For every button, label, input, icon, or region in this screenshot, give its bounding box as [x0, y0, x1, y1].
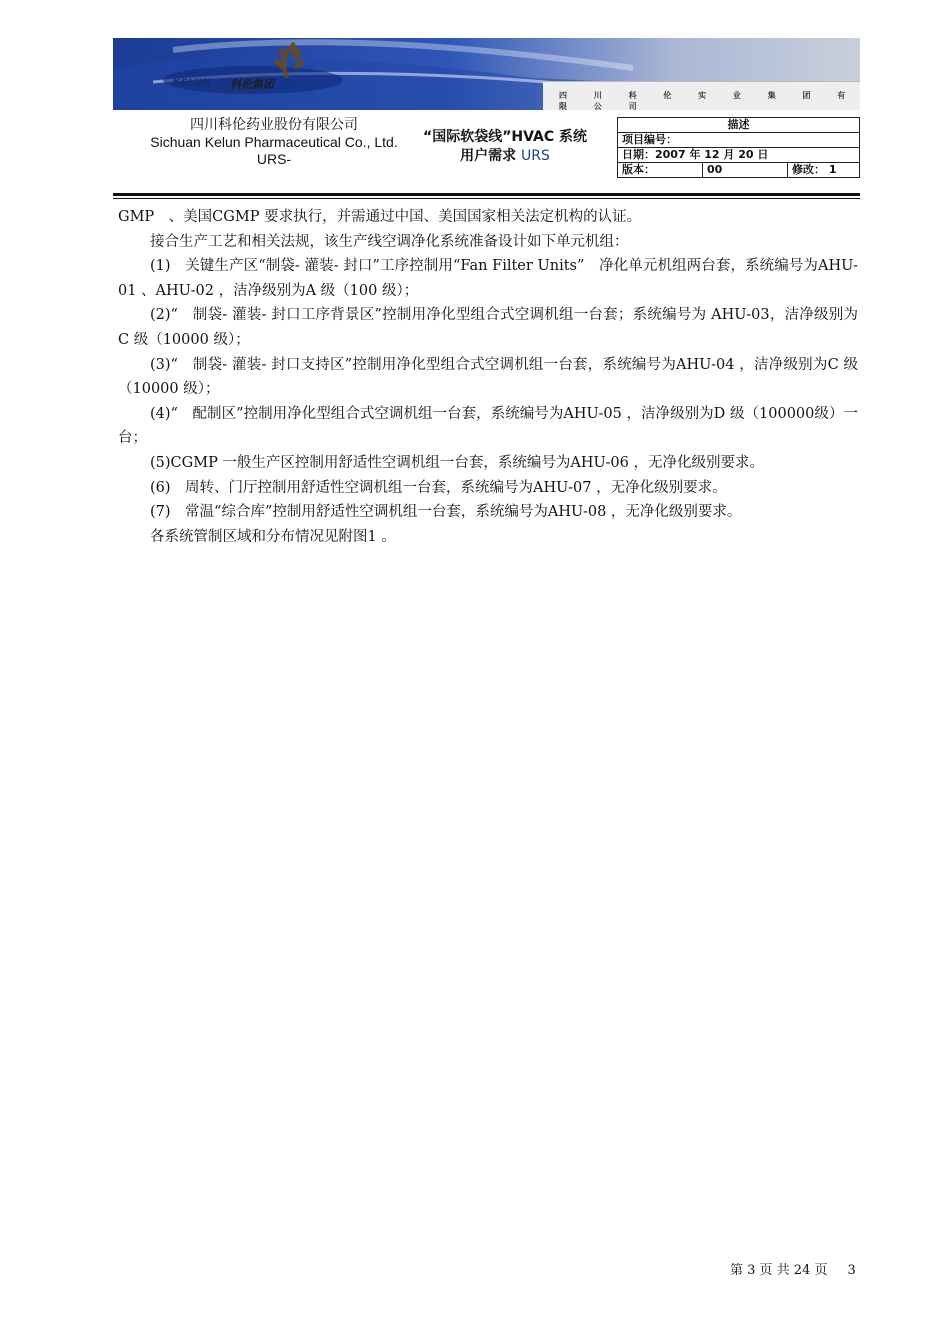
paragraph: (7) 常温“综合库”控制用舒适性空调机组一台套，系统编号为AHU-08 ，无净化级别要求。: [150, 504, 742, 521]
company-name-en: Sichuan Kelun Pharmaceutical Co., Ltd.: [150, 134, 398, 150]
company-name-cn: 四川科伦药业股份有限公司: [190, 117, 358, 133]
banner-strip: [543, 81, 860, 110]
document-body: [118, 205, 858, 549]
meta-describe: 描述: [618, 118, 860, 133]
title-line2-prefix: 用户需求: [460, 148, 517, 164]
meta-version-value: 00: [703, 163, 788, 178]
paragraph: (2)“ 制袋- 灌装- 封口工序背景区”控制用净化型组合式空调机组一台套；系统编号为 AHU-03，洁净级别为C 级（10000 级）；: [118, 307, 858, 348]
page-label: 第 3 页 共 24 页: [730, 1263, 828, 1278]
banner-strip-text: 四 川 科 伦 实 业 集 团 有 限 公 司: [559, 91, 858, 110]
logo-latin: KELUN: [173, 78, 212, 88]
header-rule-thick: [113, 193, 860, 196]
paragraph: (1) 关键生产区“制袋- 灌装- 封口”工序控制用“Fan Filter Units” 净化单元机组两台套，系统编号为AHU-01 、AHU-02 ，洁净级别为A 级（100 级）；: [118, 258, 858, 299]
meta-project-no: 项目编号：: [618, 133, 860, 148]
paragraph: (6) 周转、门厅控制用舒适性空调机组一台套，系统编号为AHU-07 ，无净化级别要求。: [150, 479, 727, 496]
company-block: [118, 117, 430, 168]
paragraph: (3)“ 制袋- 灌装- 封口支持区”控制用净化型组合式空调机组一台套，系统编号为AHU-04 ，洁净级别为C 级（10000 级）；: [118, 356, 858, 398]
meta-version-label: 版本：: [618, 163, 703, 178]
paragraph: 各系统管制区域和分布情况见附图1 。: [150, 528, 396, 545]
title-line2: [400, 147, 610, 166]
paragraph: (5)CGMP 一般生产区控制用舒适性空调机组一台套，系统编号为AHU-06 ，无净化级别要求。: [150, 454, 764, 471]
page-footer: [730, 1259, 856, 1278]
paragraph: (4)“ 配制区”控制用净化型组合式空调机组一台套，系统编号为AHU-05 ，洁净级别为D 级（100000级）一台；: [118, 405, 858, 447]
meta-revision: 修改： 1: [788, 163, 860, 178]
logo-chinese: 科伦集团: [230, 78, 274, 91]
meta-date: 日期：2007 年 12 月 20 日: [618, 148, 860, 163]
document-title: [400, 128, 610, 166]
title-line1: “国际软袋线”HVAC 系统: [423, 129, 587, 145]
paragraph: GMP 、美国CGMP 要求执行，并需通过中国、美国国家相关法定机构的认证。: [118, 209, 642, 225]
title-urs: URS: [521, 148, 550, 164]
page-number: 3: [847, 1263, 856, 1278]
header-banner: [113, 38, 860, 110]
paragraph: 接合生产工艺和相关法规，该生产线空调净化系统准备设计如下单元机组：: [150, 233, 629, 250]
meta-table: [617, 117, 860, 178]
header-rule-thin: [113, 198, 860, 199]
company-code: URS-: [256, 151, 292, 167]
logo-subtitle: KELUN GROUP: [210, 89, 257, 95]
